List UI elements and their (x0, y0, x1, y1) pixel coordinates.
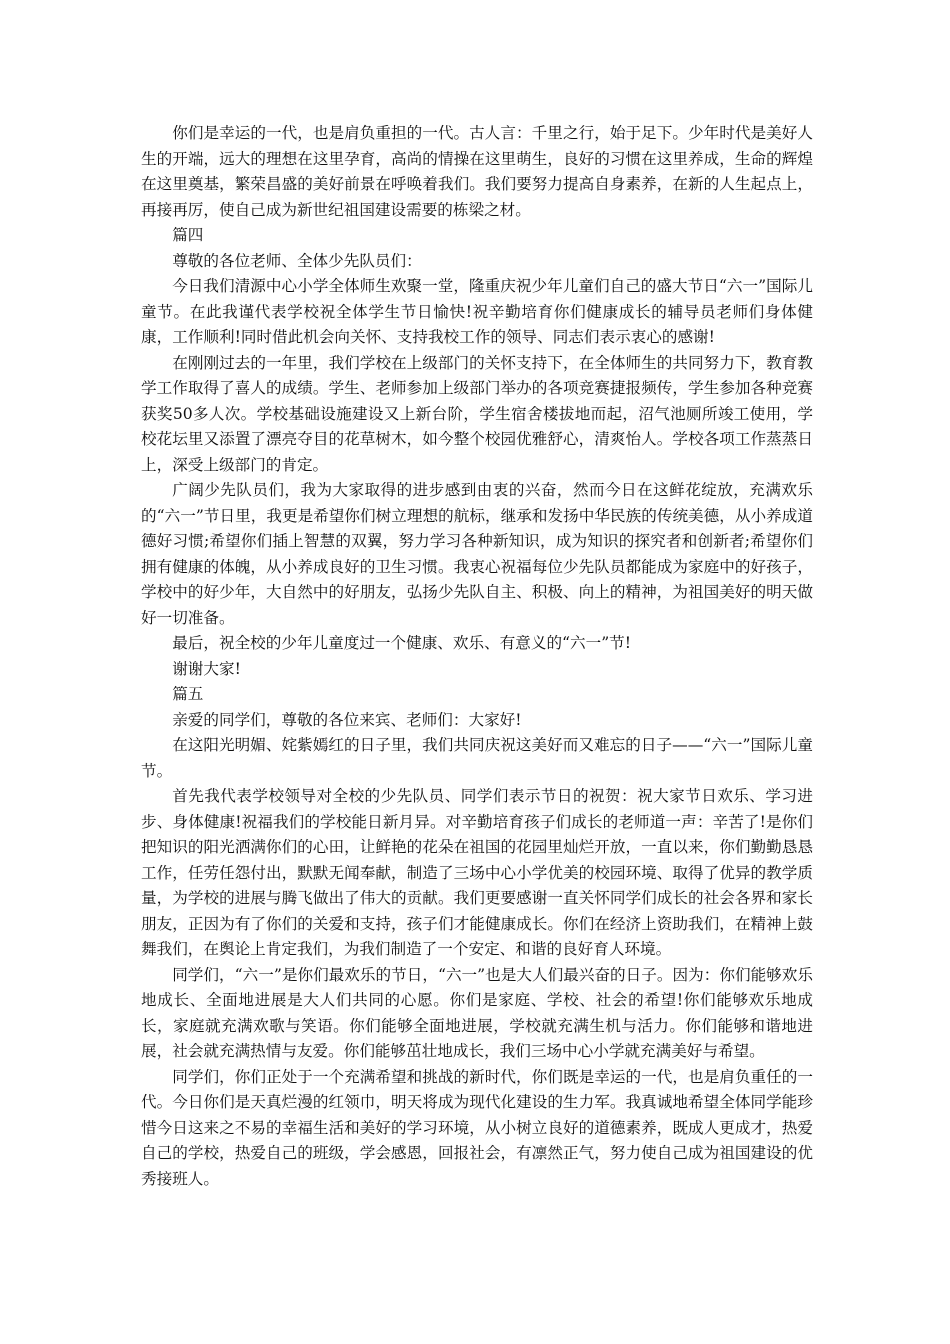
document-body (141, 121, 813, 1192)
paragraph: 最后，祝全校的少年儿童度过一个健康、欢乐、有意义的“六一”节! (172, 634, 632, 652)
paragraph: 在刚刚过去的一年里，我们学校在上级部门的关怀支持下，在全体师生的共同努力下，教育教学工作取得了喜人的成绩。学生、老师参加上级部门举办的各项竞赛捷报频传，学生参加各种竞赛获奖50多人次。学校基础设施建设又上新台阶，学生宿舍楼拔地而起，沼气池厕所竣工使用，学校花坛里又添置了漂亮夺目的花草树木，如今整个校园优雅舒心，清爽怡人。学校各项工作蒸蒸日上，深受上级部门的肯定。 (141, 353, 813, 474)
section-heading-5: 篇五 (172, 685, 204, 703)
paragraph: 同学们，你们正处于一个充满希望和挑战的新时代，你们既是幸运的一代，也是肩负重任的一代。今日你们是天真烂漫的红领巾，明天将成为现代化建设的生力军。我真诚地希望全体同学能珍惜今日这来之不易的幸福生活和美好的学习环境，从小树立良好的道德素养，既成人更成才，热爱自己的学校，热爱自己的班级，学会感恩，回报社会，有凛然正气，努力使自己成为祖国建设的优秀接班人。 (141, 1067, 813, 1188)
paragraph: 在这阳光明媚、姹紫嫣红的日子里，我们共同庆祝这美好而又难忘的日子——“六一”国际儿童节。 (141, 736, 813, 780)
paragraph: 今日我们清源中心小学全体师生欢聚一堂，隆重庆祝少年儿童们自己的盛大节日“六一”国际儿童节。在此我谨代表学校祝全体学生节日愉快!祝辛勤培育你们健康成长的辅导员老师们身体健康，工作顺利!同时借此机会向关怀、支持我校工作的领导、同志们表示衷心的感谢! (141, 277, 813, 346)
salutation-5: 亲爱的同学们，尊敬的各位来宾、老师们：大家好! (172, 710, 522, 729)
paragraph: 广阔少先队员们，我为大家取得的进步感到由衷的兴奋，然而今日在这鲜花绽放，充满欢乐的“六一”节日里，我更是希望你们树立理想的航标，继承和发扬中华民族的传统美德，从小养成道德好习惯;希望你们插上智慧的双翼，努力学习各种新知识，成为知识的探究者和创新者;希望你们拥有健康的体魄，从小养成良好的卫生习惯。我衷心祝福每位少先队员都能成为家庭中的好孩子，学校中的好少年，大自然中的好朋友，弘扬少先队自主、积极、向上的精神，为祖国美好的明天做好一切准备。 (141, 481, 813, 627)
closing-thanks: 谢谢大家! (172, 659, 241, 678)
salutation-4: 尊敬的各位老师、全体少先队员们： (172, 251, 422, 270)
paragraph-intro: 你们是幸运的一代，也是肩负重担的一代。古人言：千里之行，始于足下。少年时代是美好人生的开端，远大的理想在这里孕育，高尚的情操在这里萌生，良好的习惯在这里养成，生命的辉煌在这里奠基，繁荣昌盛的美好前景在呼唤着我们。我们要努力提高自身素养，在新的人生起点上，再接再厉，使自己成为新世纪祖国建设需要的栋梁之材。 (141, 124, 813, 219)
section-heading-4: 篇四 (172, 226, 204, 244)
paragraph: 首先我代表学校领导对全校的少先队员、同学们表示节日的祝贺：祝大家节日欢乐、学习进步、身体健康!祝福我们的学校能日新月异。对辛勤培育孩子们成长的老师道一声：辛苦了!是你们把知识的阳光洒满你们的心田，让鲜艳的花朵在祖国的花园里灿烂开放，一直以来，你们勤勤恳恳工作，任劳任怨付出，默默无闻奉献，制造了三场中心小学优美的校园环境、取得了优异的教学质量，为学校的进展与腾飞做出了伟大的贡献。我们更要感谢一直关怀同学们成长的社会各界和家长朋友，正因为有了你们的关爱和支持，孩子们才能健康成长。你们在经济上资助我们，在精神上鼓舞我们，在舆论上肯定我们，为我们制造了一个安定、和谐的良好育人环境。 (141, 787, 813, 958)
paragraph: 同学们，“六一”是你们最欢乐的节日，“六一”也是大人们最兴奋的日子。因为：你们能够欢乐地成长、全面地进展是大人们共同的心愿。你们是家庭、学校、社会的希望!你们能够欢乐地成长，家庭就充满欢歌与笑语。你们能够全面地进展，学校就充满生机与活力。你们能够和谐地进展，社会就充满热情与友爱。你们能够茁壮地成长，我们三场中心小学就充满美好与希望。 (141, 965, 813, 1060)
